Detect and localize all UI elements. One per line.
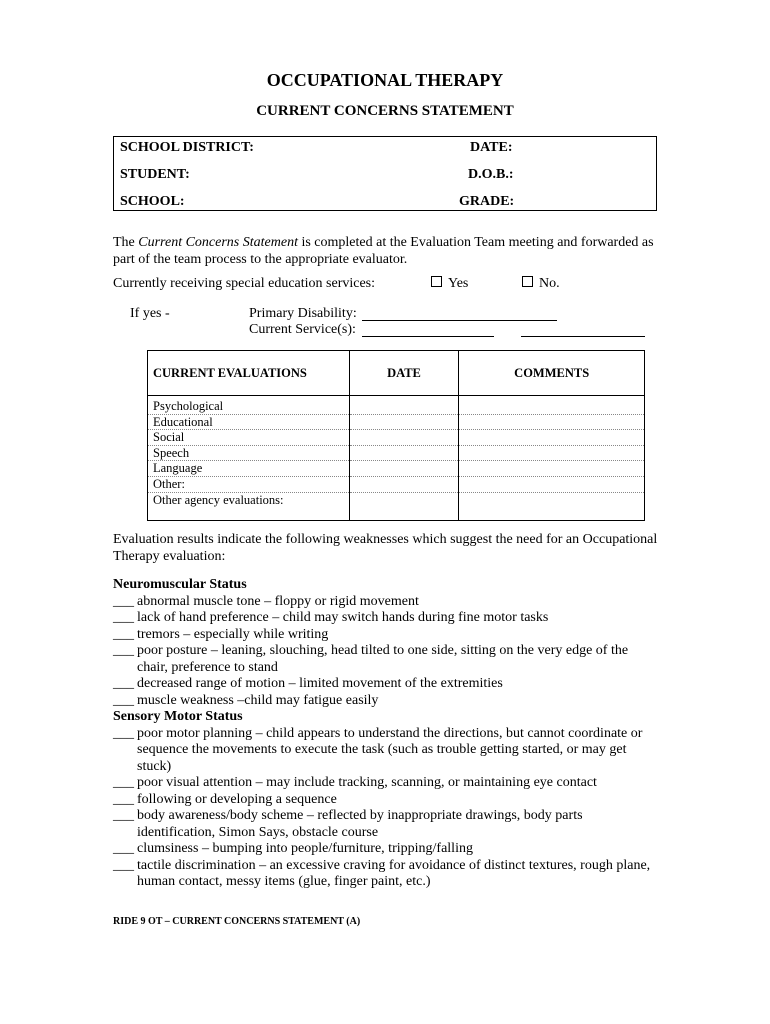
- eval-name: Educational: [148, 414, 350, 430]
- check-blank[interactable]: ___: [113, 725, 134, 741]
- check-blank[interactable]: ___: [113, 676, 134, 691]
- yes-option[interactable]: [431, 276, 468, 293]
- eval-comments-cell[interactable]: [459, 492, 645, 521]
- primary-disability-field[interactable]: [362, 308, 557, 321]
- eval-comments-cell[interactable]: [459, 396, 645, 415]
- no-option[interactable]: [522, 276, 560, 293]
- eval-name: Language: [148, 461, 350, 477]
- table-row: [148, 492, 645, 521]
- list-item: ___ following or developing a sequence: [113, 791, 337, 807]
- check-blank[interactable]: ___: [113, 808, 134, 823]
- results-intro: Evaluation results indicate the following weaknesses which suggest the need for an Occupational Therapy evaluation:: [113, 532, 658, 564]
- list-item: ___ abnormal muscle tone – floppy or rigid movement: [113, 593, 419, 609]
- weaknesses-list: [113, 577, 658, 891]
- check-blank[interactable]: ___: [113, 626, 134, 642]
- list-item: ___ muscle weakness –child may fatigue easily: [113, 692, 379, 708]
- eval-comments-cell[interactable]: [459, 476, 645, 492]
- page-subtitle: CURRENT CONCERNS STATEMENT: [256, 103, 514, 119]
- grade-label: GRADE:: [459, 194, 515, 209]
- intro-paragraph: The Current Concerns Statement is completed at the Evaluation Team meeting and forwarded as part of the team process to the appropriate evaluator.: [113, 235, 654, 267]
- eval-name: Psychological: [148, 396, 350, 415]
- eval-name: Other agency evaluations:: [148, 492, 350, 521]
- list-item: ___ poor visual attention – may include tracking, scanning, or maintaining eye contact: [113, 775, 597, 790]
- eval-name: Other:: [148, 476, 350, 492]
- student-label: STUDENT:: [120, 167, 190, 182]
- list-item: ___ tactile discrimination – an excessive craving for avoidance of distinct textures, rough plane, human contact, messy items (glue, finger paint, etc.): [113, 857, 651, 889]
- dob-label: D.O.B.:: [468, 167, 514, 182]
- intro-italic: Current Concerns Statement: [138, 235, 298, 250]
- eval-name: Social: [148, 430, 350, 446]
- page-title: OCCUPATIONAL THERAPY: [266, 70, 504, 90]
- eval-date-cell[interactable]: [349, 445, 459, 461]
- eval-comments-cell[interactable]: [459, 430, 645, 446]
- eval-date-cell[interactable]: [349, 430, 459, 446]
- sensory-motor-title: Sensory Motor Status: [113, 709, 243, 724]
- table-header-row: [148, 351, 645, 396]
- date-label: DATE:: [470, 140, 513, 155]
- list-item: ___ clumsiness – bumping into people/furniture, tripping/falling: [113, 841, 473, 856]
- services-question: Currently receiving special education services:: [113, 276, 376, 291]
- check-blank[interactable]: ___: [113, 775, 134, 790]
- table-row: [148, 445, 645, 461]
- eval-date-cell[interactable]: [349, 492, 459, 521]
- eval-date-cell[interactable]: [349, 461, 459, 477]
- current-services-field-2[interactable]: [521, 324, 645, 337]
- header-comments: COMMENTS: [459, 351, 645, 396]
- table-row: [148, 476, 645, 492]
- school-district-label: SCHOOL DISTRICT:: [120, 140, 254, 155]
- eval-date-cell[interactable]: [349, 476, 459, 492]
- list-item: ___ lack of hand preference – child may switch hands during fine motor tasks: [113, 610, 549, 625]
- eval-comments-cell[interactable]: [459, 445, 645, 461]
- check-blank[interactable]: ___: [113, 841, 134, 856]
- check-blank[interactable]: ___: [113, 643, 134, 658]
- eval-comments-cell[interactable]: [459, 461, 645, 477]
- page-footer: RIDE 9 OT – CURRENT CONCERNS STATEMENT (A): [113, 916, 361, 927]
- check-blank[interactable]: ___: [113, 593, 134, 609]
- list-item: ___ decreased range of motion – limited movement of the extremities: [113, 676, 503, 691]
- if-yes-label: If yes -: [130, 306, 170, 321]
- header-date: DATE: [349, 351, 459, 396]
- table-row: [148, 414, 645, 430]
- yes-checkbox[interactable]: [431, 276, 442, 287]
- check-blank[interactable]: ___: [113, 610, 134, 625]
- primary-disability-label: Primary Disability:: [249, 306, 357, 321]
- header-current-evaluations: CURRENT EVALUATIONS: [148, 351, 350, 396]
- check-blank[interactable]: ___: [113, 791, 134, 807]
- list-item: ___ poor motor planning – child appears to understand the directions, but cannot coordinate or sequence the movements to execute the task (such as trouble getting started, or may get stuck): [113, 725, 643, 774]
- eval-comments-cell[interactable]: [459, 414, 645, 430]
- yes-label: Yes: [448, 276, 469, 291]
- table-row: [148, 461, 645, 477]
- eval-name: Speech: [148, 445, 350, 461]
- evaluations-table: [147, 350, 645, 521]
- current-services-field-1[interactable]: [362, 324, 494, 337]
- current-services-label: Current Service(s):: [249, 322, 356, 337]
- no-label: No.: [539, 276, 560, 291]
- neuromuscular-title: Neuromuscular Status: [113, 577, 247, 592]
- no-checkbox[interactable]: [522, 276, 533, 287]
- table-row: [148, 396, 645, 415]
- list-item: ___ tremors – especially while writing: [113, 626, 329, 642]
- eval-date-cell[interactable]: [349, 414, 459, 430]
- school-label: SCHOOL:: [120, 194, 185, 209]
- check-blank[interactable]: ___: [113, 692, 134, 708]
- list-item: ___ body awareness/body scheme – reflected by inappropriate drawings, body parts identification, Simon Says, obstacle course: [113, 808, 583, 840]
- list-item: ___ poor posture – leaning, slouching, head tilted to one side, sitting on the very edge of the chair, preference to stand: [113, 643, 629, 675]
- table-row: [148, 430, 645, 446]
- check-blank[interactable]: ___: [113, 857, 134, 873]
- student-info-box: [113, 136, 657, 211]
- eval-date-cell[interactable]: [349, 396, 459, 415]
